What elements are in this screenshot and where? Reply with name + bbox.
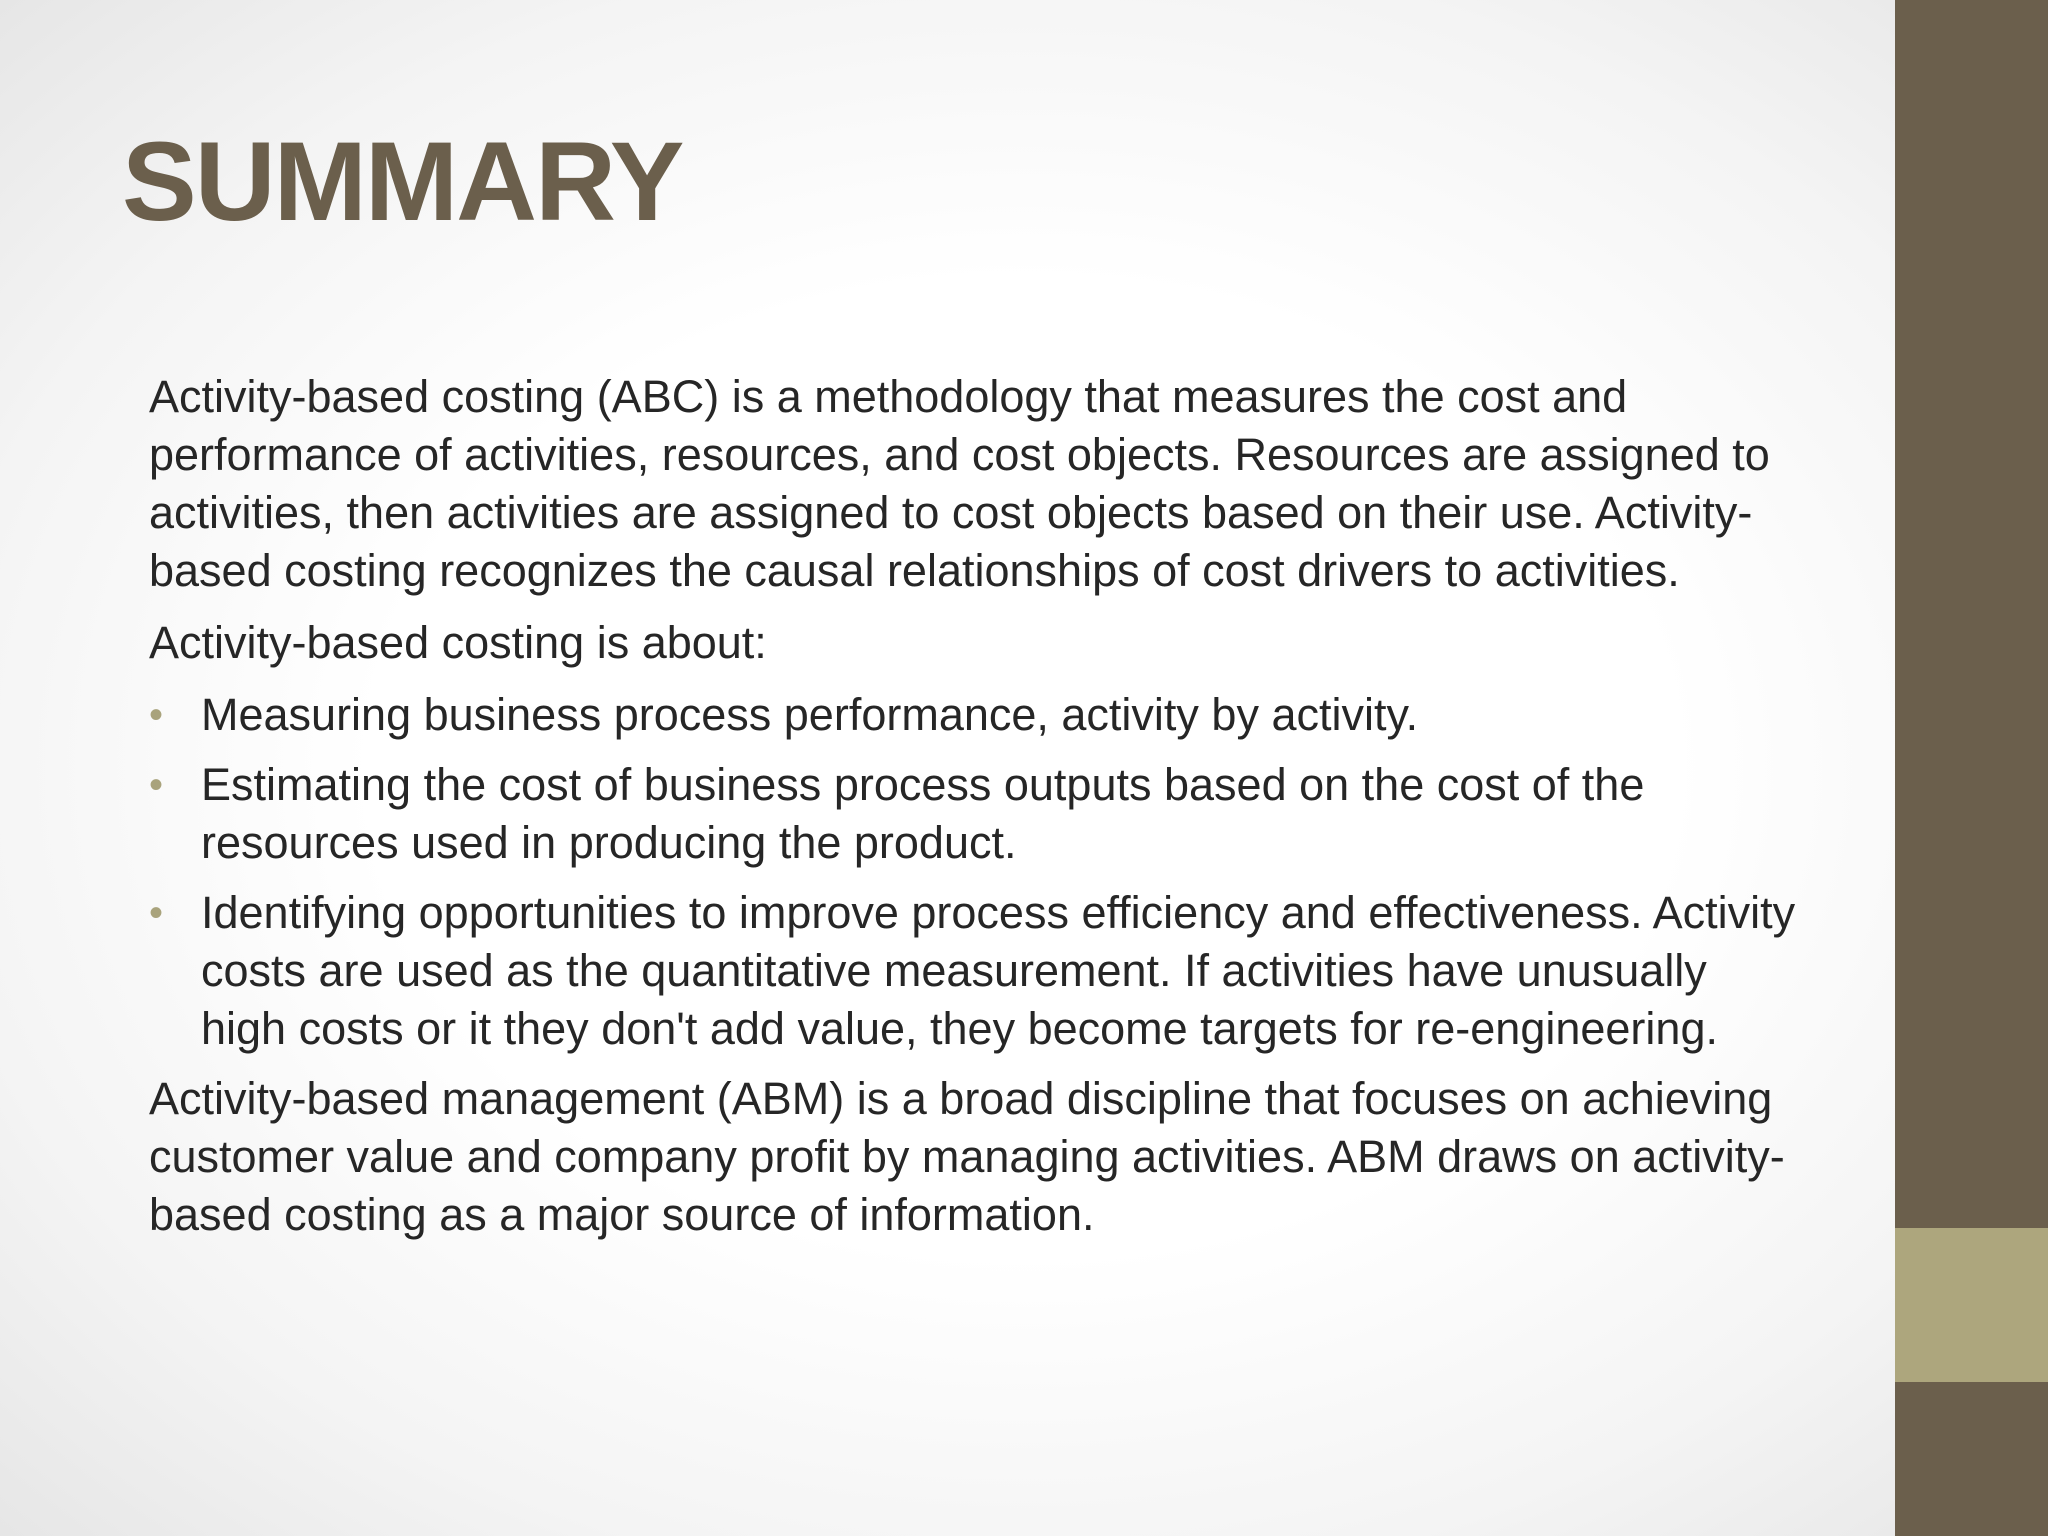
bullet-item [149, 756, 1799, 872]
bullet-dot-icon: • [149, 891, 164, 935]
closing-paragraph: Activity-based management (ABM) is a broad discipline that focuses on achieving customer value and company profit by managing activities. ABM draws on activity-based costing as a major source of information. [149, 1073, 1785, 1240]
bullet-dot-icon: • [149, 693, 164, 737]
bullet-text: Measuring business process performance, activity by activity. [201, 689, 1419, 740]
bullet-dot-icon: • [149, 763, 164, 807]
bullet-text: Identifying opportunities to improve process efficiency and effectiveness. Activity costs are used as the quantitative measurement. If activities have unusually high costs or it they don't add value, they become targets for re-engineering. [201, 887, 1796, 1054]
slide-body [149, 368, 1799, 1258]
lead-in-text: Activity-based costing is about: [149, 617, 767, 668]
slide-title: SUMMARY [122, 119, 683, 244]
bullet-text: Estimating the cost of business process outputs based on the cost of the resources used in producing the product. [201, 759, 1645, 868]
side-accent-block [1895, 1228, 2048, 1382]
bullet-item [149, 884, 1799, 1058]
intro-paragraph: Activity-based costing (ABC) is a methodology that measures the cost and performance of activities, resources, and cost objects. Resources are assigned to activities, then activities are assigned to cost objects based on their use. Activity-based costing recognizes the causal relationships of cost drivers to activities. [149, 371, 1770, 596]
bullet-item [149, 686, 1799, 744]
